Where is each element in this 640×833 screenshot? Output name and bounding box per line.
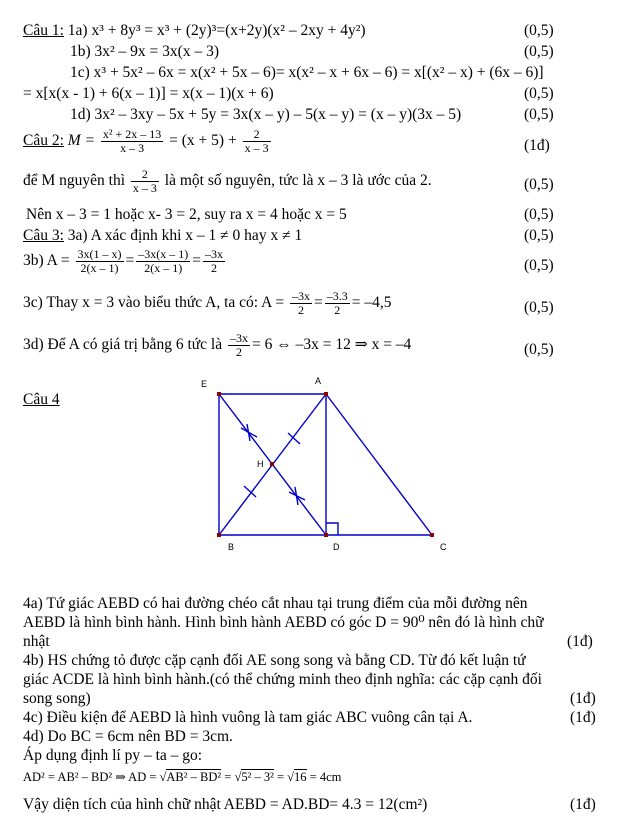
q1-score-1b: (0,5): [524, 43, 554, 60]
q3-d1-num: –3x: [229, 331, 248, 345]
q4-4d-line4: Vậy diện tích của hình chữ nhật AEBD = AD.BD= 4.3 = 12(cm²): [23, 796, 428, 813]
q4-4d-line1: 4d) Do BC = 6cm nên BD = 3cm.: [23, 728, 233, 745]
q4-4d-rad2: 5² – 3²: [241, 770, 274, 784]
label-D: D: [333, 542, 340, 552]
q4-4a-line2: AEBD là hình bình hành. Hình bình hành AEBD có góc D = 90⁰ nên đó là hình chữ: [23, 614, 544, 631]
q3-b3-den: 2: [211, 261, 218, 275]
point-C: [430, 533, 434, 537]
point-B: [217, 533, 221, 537]
label-H: H: [257, 459, 264, 469]
q3-d-result: = 6 ⇔ –3x = 12 ⇒ x = –4: [251, 336, 412, 354]
q2-m: M =: [67, 132, 96, 150]
segment-AC: [326, 394, 432, 535]
q4-score-4c: (1đ): [570, 709, 596, 726]
q1-score-1c: (0,5): [524, 85, 554, 102]
q2-f3-num: 2: [131, 168, 159, 182]
q3-score-3d: (0,5): [524, 341, 554, 358]
q3-line-3b: 3b) A = $\frac{3x(1 - x)}{2(x - 1)}$ = $\frac{-3x(x - 1)}{2(x - 1)}$ = $\frac{-3x}{2}$: [23, 247, 224, 275]
q2-f2-num: 2: [243, 128, 271, 142]
q3-b3-num: –3x: [205, 247, 224, 261]
q3-3d-label: 3d) Để A có giá trị bằng 6 tức là: [23, 336, 223, 354]
q1-line-1c: 1c) x³ + 5x² – 6x = x(x² + 5x – 6)= x(x² – x + 6x – 6) = x[(x² – x) + (6x – 6)]: [70, 64, 544, 81]
q4-title: Câu 4: [23, 391, 60, 408]
q2-line2-pre: để M nguyên thì: [23, 172, 126, 190]
q3-b2-den: 2(x – 1): [144, 261, 183, 275]
q3-3a-text: 3a) A xác định khi x – 1 ≠ 0 hay x ≠ 1: [67, 227, 303, 244]
q4-4a-line3: nhật: [23, 633, 50, 650]
point-A: [324, 392, 328, 396]
q3-b1-num: 3x(1 – x): [77, 247, 122, 261]
q4-4d-line2: Áp dụng định lí py – ta – go:: [23, 747, 203, 764]
label-B: B: [228, 542, 235, 552]
q1-score-1d: (0,5): [524, 106, 554, 123]
point-D: [324, 533, 328, 537]
q2-f1-den: x – 3: [120, 141, 145, 155]
label-C: C: [440, 542, 447, 552]
q3-score-3a: (0,5): [524, 227, 554, 244]
q4-4d-end: = 4cm: [309, 770, 342, 784]
q2-score-2: (0,5): [524, 176, 554, 193]
label-A: A: [315, 376, 322, 386]
q3-c2-num: –3.3: [326, 289, 348, 303]
q1-score-1a: (0,5): [524, 22, 554, 39]
q1-1a-text: 1a) x³ + 8y³ = x³ + (2y)³=(x+2y)(x² – 2xy + 4y²): [67, 22, 366, 39]
q2-line2-post: là một số nguyên, tức là x – 3 là ước của 2.: [164, 172, 432, 190]
q3-c1-num: –3x: [291, 289, 310, 303]
q1-title: Câu 1:: [23, 22, 64, 39]
q3-c2-den: 2: [334, 303, 341, 317]
point-H: [270, 462, 274, 466]
q3-score-3b: (0,5): [524, 257, 554, 274]
q3-line-3c: 3c) Thay x = 3 vào biểu thức A, ta có: A = $\frac{-3x}{2}$ = $\frac{-3.3}{2}$ = –4,5: [23, 289, 392, 317]
q3-d1-den: 2: [235, 345, 242, 359]
q2-title: Câu 2:: [23, 132, 64, 150]
q4-score-4b: (1đ): [570, 690, 596, 707]
q4-4a-line1: 4a) Tứ giác AEBD có hai đường chéo cắt nhau tại trung điểm của mỗi đường nên: [23, 595, 528, 612]
q4-4d-rad3: 16: [294, 770, 307, 784]
point-E: [217, 392, 221, 396]
q4-4d-rad1: AB² – BD²: [166, 770, 222, 784]
q4-score-4d: (1đ): [570, 796, 596, 813]
q3-c1-den: 2: [297, 303, 304, 317]
q3-c-result: = –4,5: [351, 294, 392, 312]
q2-f2-den: x – 3: [244, 141, 269, 155]
q1-line-1c-cont: = x[x(x - 1) + 6(x – 1)] = x(x – 1)(x + 6): [23, 85, 274, 102]
q4-4d-formula: AD² = AB² – BD² ⇒ AD = √AB² – BD² = √5² – 3² = √16 = 4cm: [23, 770, 342, 784]
q4-4b-line1: 4b) HS chứng tỏ được cặp cạnh đối AE song song và bằng CD. Từ đó kết luận tứ: [23, 652, 526, 669]
q2-f1-num: x² + 2x – 13: [102, 127, 162, 141]
label-E: E: [201, 379, 208, 389]
q2-f3-den: x – 3: [132, 181, 157, 195]
q4-4d-formula-a: AD² = AB² – BD² ⇒ AD =: [23, 770, 157, 784]
q4-4b-line3: song song): [23, 690, 91, 707]
q3-score-3c: (0,5): [524, 299, 554, 316]
q1-line-1d: 1d) 3x² – 3xy – 5x + 5y = 3x(x – y) – 5(x – y) = (x – y)(3x – 5): [70, 106, 462, 123]
q3-title: Câu 3:: [23, 227, 64, 244]
q3-b1-den: 2(x – 1): [80, 261, 119, 275]
q4-4c-line: 4c) Điều kiện để AEBD là hình vuông là tam giác ABC vuông cân tại A.: [23, 709, 473, 726]
q4-4d-eq2: =: [224, 770, 232, 784]
q3-3b-label: 3b) A =: [23, 252, 70, 270]
q4-4d-eq3: =: [276, 770, 285, 784]
q2-line-3: Nên x – 3 = 1 hoặc x- 3 = 2, suy ra x = 4 hoặc x = 5: [26, 206, 347, 223]
q2-score-main: (1đ): [524, 137, 550, 154]
q4-score-4a: (1đ): [567, 633, 593, 650]
q2-score-3: (0,5): [524, 206, 554, 223]
q3-3c-label: 3c) Thay x = 3 vào biểu thức A, ta có: A =: [23, 294, 285, 312]
q3-b2-num: –3x(x – 1): [138, 247, 189, 261]
q1-line-1b: 1b) 3x² – 9x = 3x(x – 3): [70, 43, 219, 60]
q2-eq-mid: = (x + 5) +: [169, 132, 237, 150]
q4-4b-line2: giác ACDE là hình bình hành.(có thể chứng minh theo định nghĩa: các cặp cạnh đối: [23, 671, 542, 688]
